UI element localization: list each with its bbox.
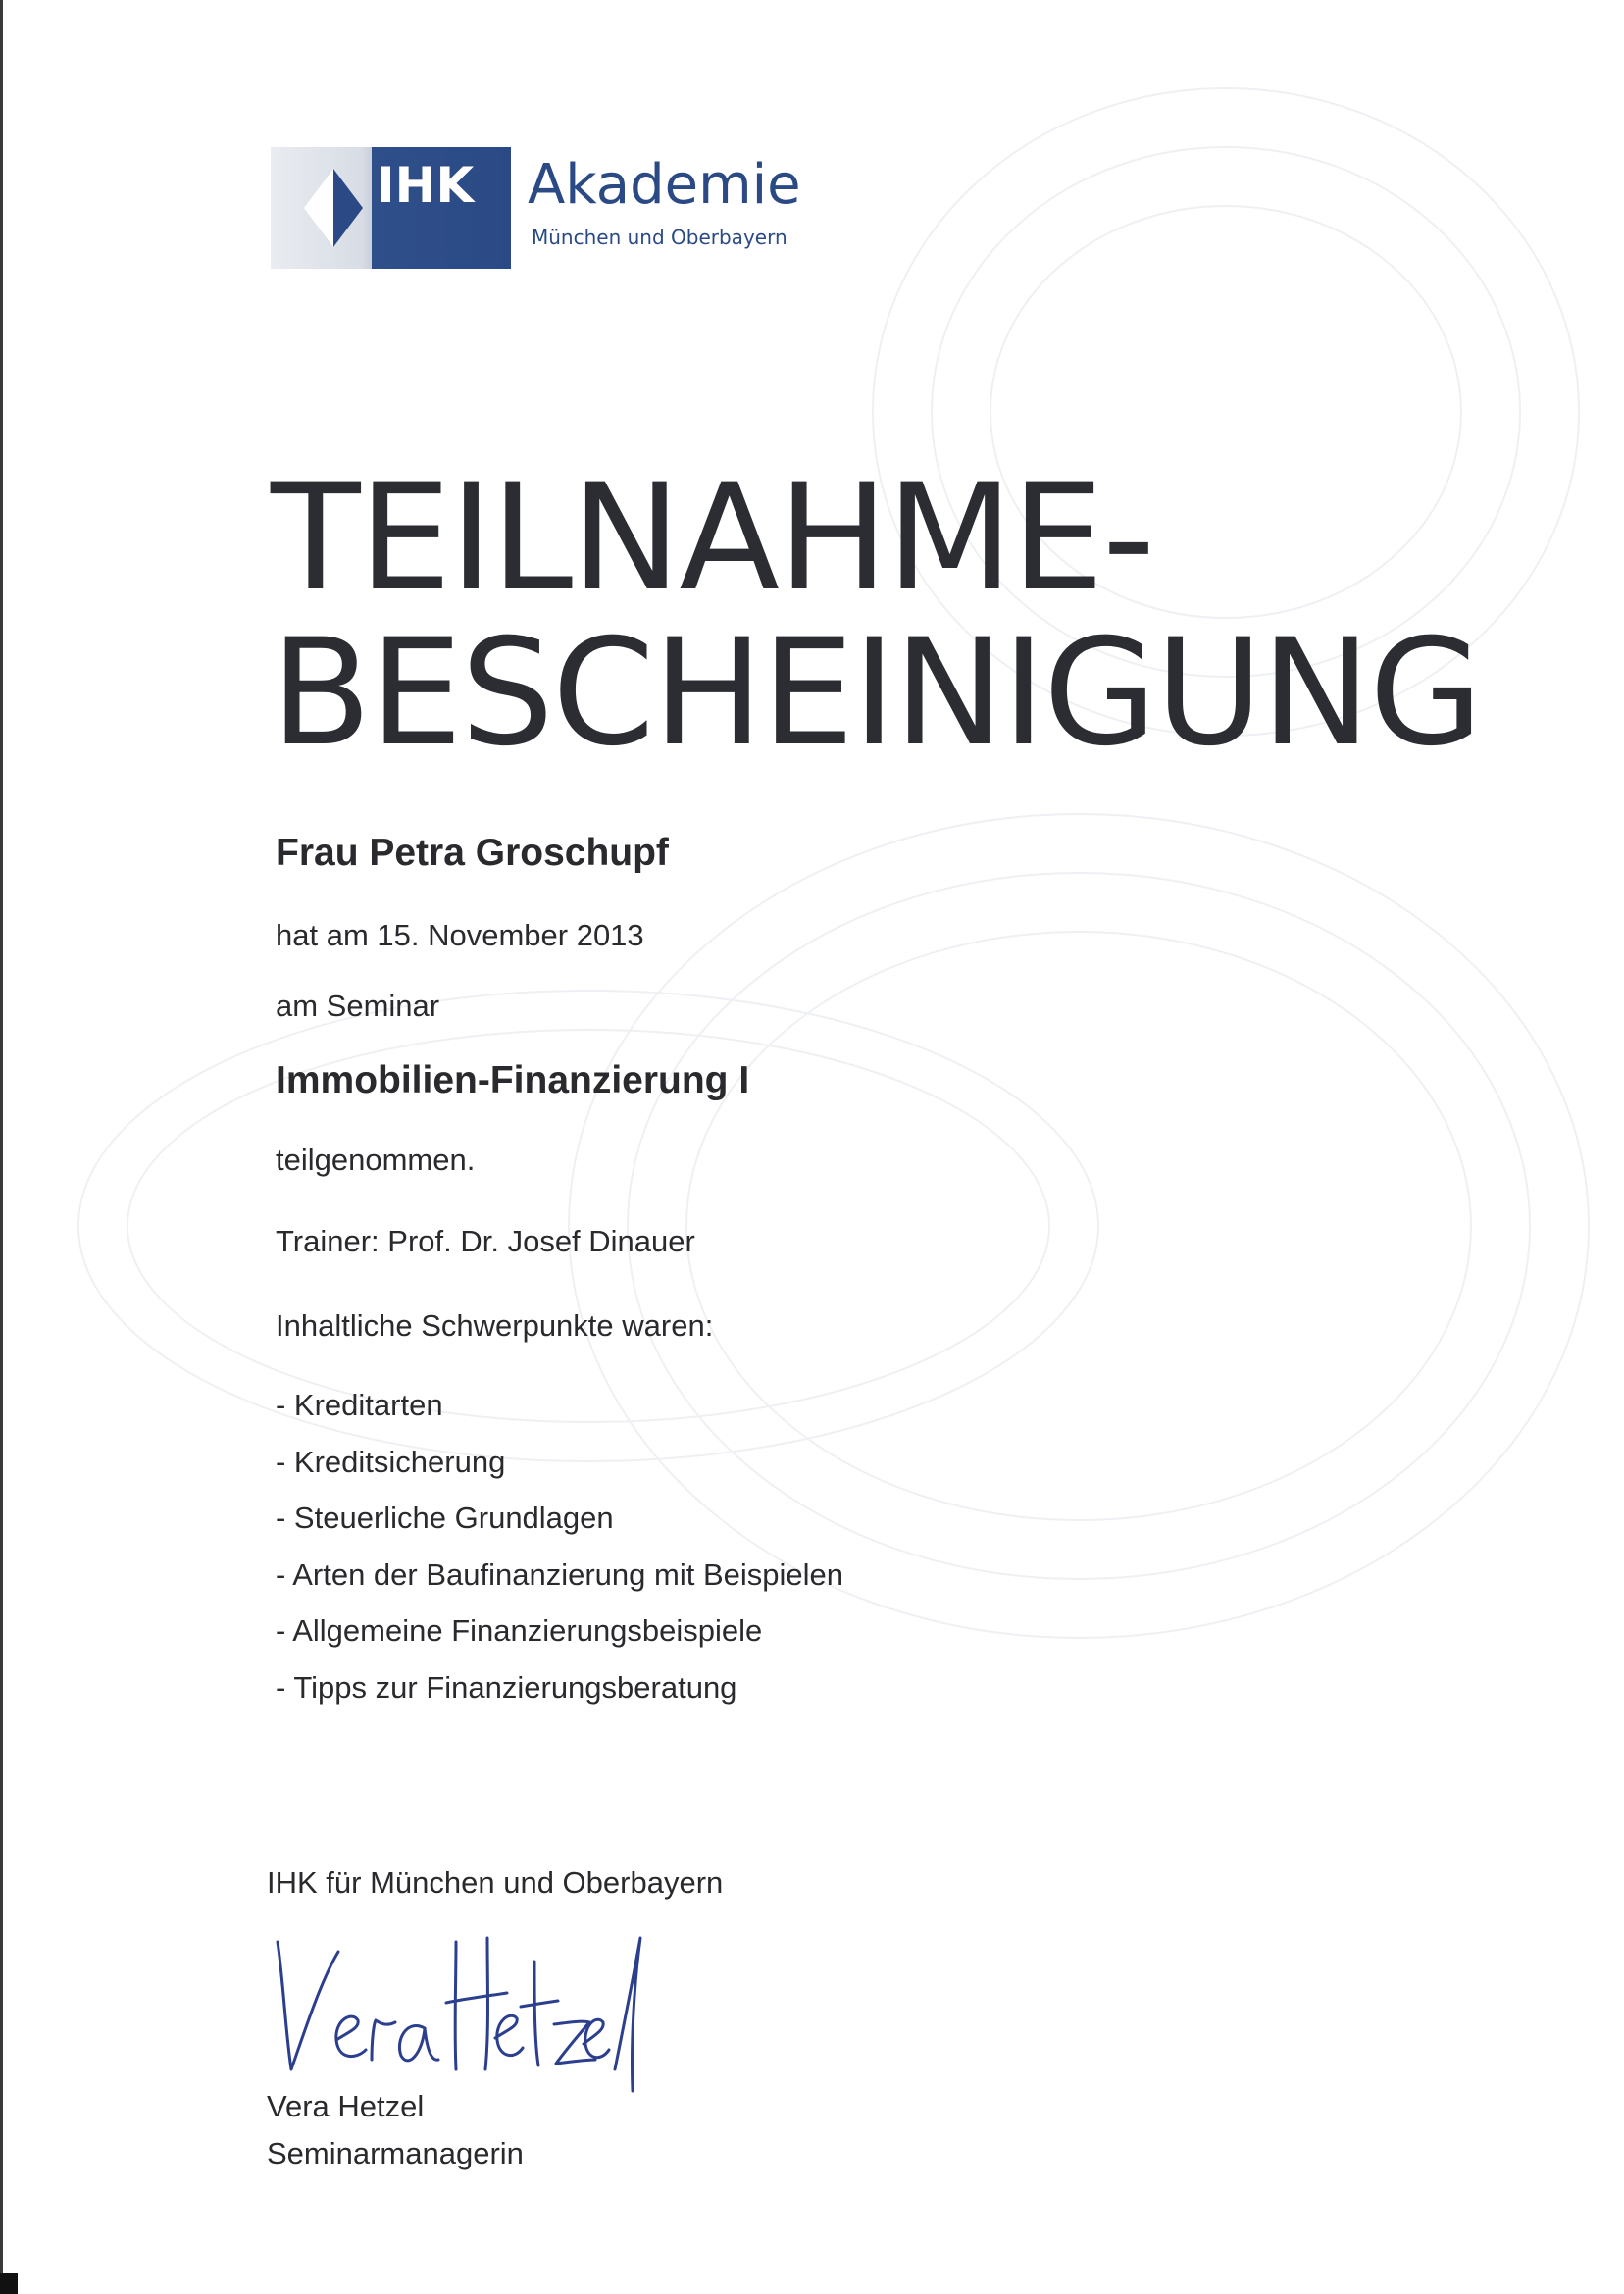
ihk-akademie-logo: [271, 147, 801, 269]
list-item: - Allgemeine Finanzierungsbeispiele: [276, 1613, 763, 1648]
logo-subtitle: München und Oberbayern: [532, 226, 787, 249]
logo-ihk-text: IHK: [377, 157, 475, 214]
ihk-diamond-icon: [304, 169, 363, 247]
title-line-1: TEILNAHME-: [271, 453, 1154, 624]
handwritten-signature: [250, 1922, 662, 2099]
participant-name: Frau Petra Groschupf: [276, 832, 669, 874]
title-line-2: BESCHEINIGUNG: [271, 608, 1482, 779]
participation-line: teilgenommen.: [276, 1143, 476, 1177]
list-item: - Tipps zur Finanzierungsberatung: [276, 1669, 737, 1705]
topics-heading: Inhaltliche Schwerpunkte waren:: [276, 1308, 714, 1343]
list-item: - Arten der Baufinanzierung mit Beispielen: [276, 1556, 843, 1592]
scan-edge-notch: [0, 2273, 18, 2294]
list-item: - Steuerliche Grundlagen: [276, 1501, 614, 1535]
scan-edge-line: [0, 0, 3, 2294]
seminar-intro: am Seminar: [276, 989, 440, 1023]
signer-name: Vera Hetzel: [267, 2089, 425, 2123]
logo-akademie-text: Akademie: [528, 153, 801, 217]
date-line: hat am 15. November 2013: [276, 918, 644, 952]
issuer-line: IHK für München und Oberbayern: [267, 1865, 724, 1900]
trainer-line: Trainer: Prof. Dr. Josef Dinauer: [276, 1224, 695, 1258]
list-item: - Kreditsicherung: [276, 1444, 506, 1479]
logo-box: [271, 147, 511, 269]
list-item: - Kreditarten: [276, 1388, 443, 1422]
document-title: [271, 453, 1482, 779]
topics-list: [276, 1377, 843, 1715]
signer-role: Seminarmanagerin: [267, 2136, 524, 2170]
seminar-title: Immobilien-Finanzierung I: [276, 1059, 750, 1101]
